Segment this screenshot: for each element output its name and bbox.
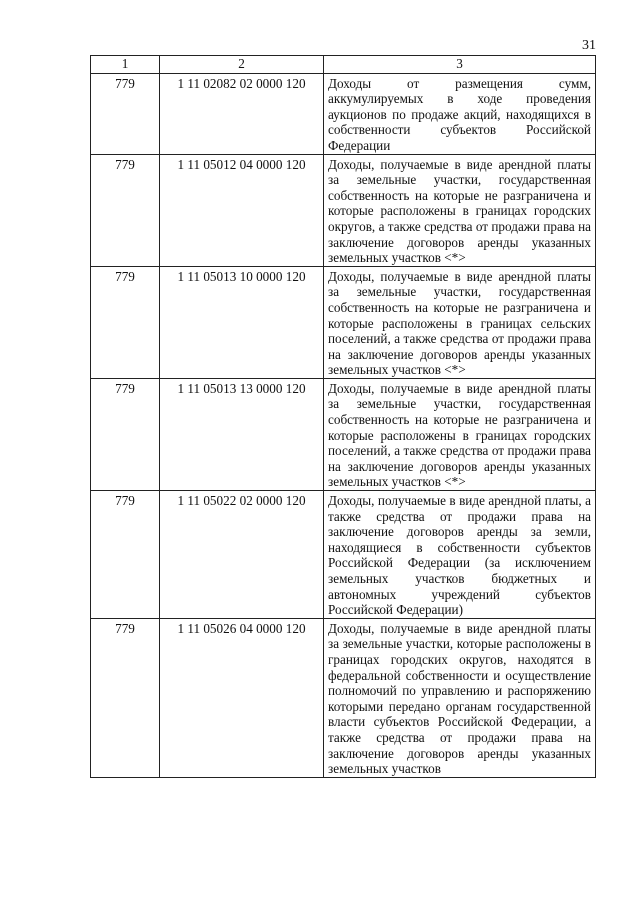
admin-code-cell: 779 [91, 618, 160, 777]
admin-code-cell: 779 [91, 266, 160, 378]
column-header-2: 2 [160, 56, 324, 74]
revenue-description-cell: Доходы, получаемые в виде арендной платы за земельные участки, государственная собственность на которые не разграничена и которые расположены в границах городских округов, а также средства от продажи права на заключение договоров аренды указанных земельных участков <*> [324, 154, 596, 266]
page-number: 31 [582, 38, 596, 53]
table-header-row [91, 56, 596, 74]
admin-code-cell: 779 [91, 154, 160, 266]
kbk-code-cell: 1 11 05026 04 0000 120 [160, 618, 324, 777]
admin-code-cell: 779 [91, 73, 160, 154]
revenue-description-cell: Доходы от размещения сумм, аккумулируемых в ходе проведения аукционов по продаже акций, находящихся в собственности субъектов Российской Федерации [324, 73, 596, 154]
admin-code-cell: 779 [91, 378, 160, 490]
kbk-code-cell: 1 11 05013 10 0000 120 [160, 266, 324, 378]
column-header-1: 1 [91, 56, 160, 74]
revenue-description-cell: Доходы, получаемые в виде арендной платы за земельные участки, государственная собственность на которые не разграничена и которые расположены в границах сельских поселений, а также средства от продажи права на заключение договоров аренды указанных земельных участков <*> [324, 266, 596, 378]
column-header-3: 3 [324, 56, 596, 74]
revenue-description-cell: Доходы, получаемые в виде арендной платы, а также средства от продажи права на заключение договоров аренды за земли, находящиеся в собственности субъектов Российской Федерации (за исключением земельных участков бюджетных и автономных учреждений субъектов Российской Федерации) [324, 491, 596, 619]
admin-code-cell: 779 [91, 491, 160, 619]
table-row [91, 266, 596, 378]
revenue-description-cell: Доходы, получаемые в виде арендной платы за земельные участки, государственная собственность на которые не разграничена и которые расположены в границах городских поселений, а также средства от продажи права на заключение договоров аренды указанных земельных участков <*> [324, 378, 596, 490]
kbk-code-cell: 1 11 05012 04 0000 120 [160, 154, 324, 266]
table-row [91, 491, 596, 619]
table-row [91, 73, 596, 154]
kbk-code-cell: 1 11 05013 13 0000 120 [160, 378, 324, 490]
table-row [91, 618, 596, 777]
kbk-code-cell: 1 11 02082 02 0000 120 [160, 73, 324, 154]
kbk-code-cell: 1 11 05022 02 0000 120 [160, 491, 324, 619]
table-row [91, 378, 596, 490]
revenue-classification-table [90, 55, 596, 778]
revenue-description-cell: Доходы, получаемые в виде арендной платы за земельные участки, которые расположены в границах городских округов, находятся в федеральной собственности и осуществление полномочий по управлению и распоряжению которыми передано органам государственной власти субъектов Российской Федерации, а также средства от продажи права на заключение договоров аренды указанных земельных участков [324, 618, 596, 777]
table-row [91, 154, 596, 266]
